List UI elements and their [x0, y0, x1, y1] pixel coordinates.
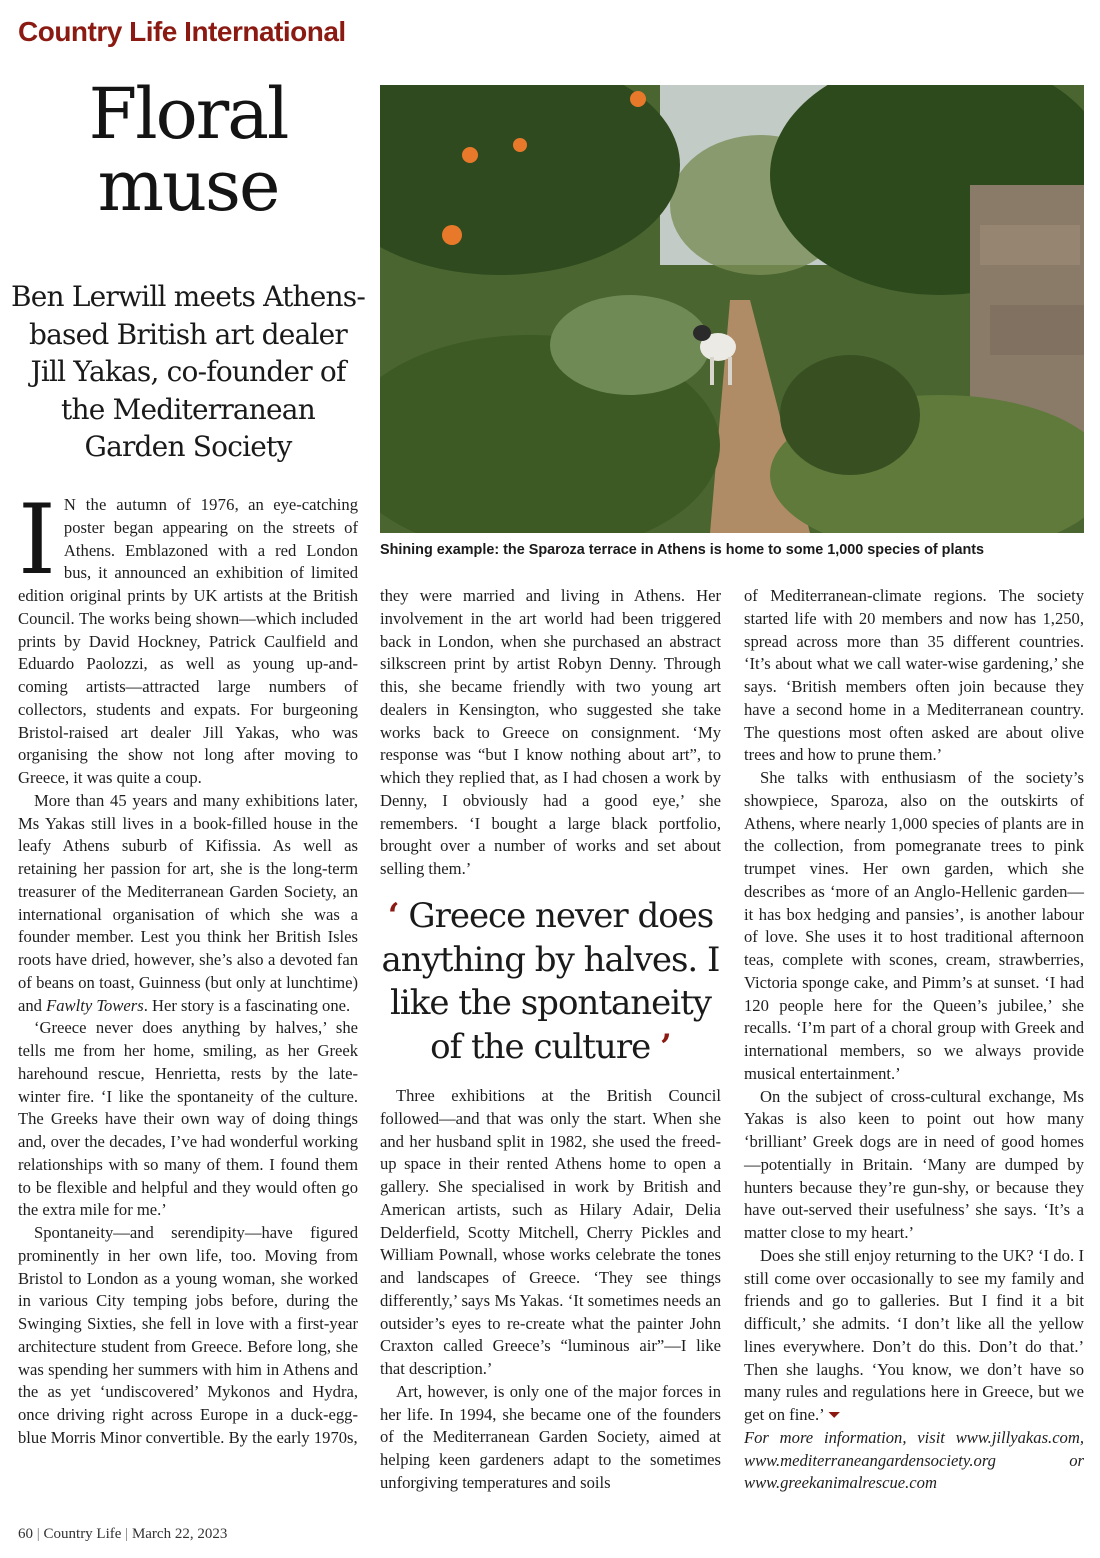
paragraph-2-italic: Fawlty Towers: [46, 995, 144, 1015]
quote-close-mark: ’: [660, 1026, 671, 1067]
issue-date: March 22, 2023: [131, 1526, 228, 1542]
drop-cap: I: [18, 484, 56, 596]
headline-line-1: Floral: [88, 73, 288, 155]
end-mark-icon: ⏷: [827, 1405, 841, 1424]
article-column-2-top: [380, 585, 721, 881]
photo-caption: Shining example: the Sparoza terrace in Athens is home to some 1,000 species of plants: [380, 542, 985, 558]
paragraph-11: [744, 1245, 1084, 1427]
pull-quote-text: Greece never does anything by halves. I like the spontaneity of the culture: [381, 896, 720, 1067]
paragraph-2-text-a: More than 45 years and many exhibitions later, Ms Yakas still lives in a book-filled house in the leafy Athens suburb of Kifissia. As well as retaining her passion for art, she is the long-term treasurer of the Mediterranean Garden Society, an international organisation of which she was a founder member. Lest you think her British Isles roots have dried, however, she’s also a devoted fan of beans on toast, Guinness (but only at lunchtime) and: [18, 790, 358, 1015]
opening-caps: N the autumn of 1976: [63, 495, 235, 514]
page-number: 60: [18, 1526, 33, 1542]
paragraph-7: Art, however, is only one of the major forces in her life. In 1994, she became one of the founders of the Mediterranean Garden Society, aimed at helping keen gardeners adapt to the sometimes unforgiving temperatures and soils: [380, 1381, 721, 1492]
paragraph-2-text-b: . Her story is a fascinating one.: [143, 995, 351, 1015]
quote-open-mark: ‘: [387, 896, 399, 936]
magazine-name: Country Life: [43, 1526, 122, 1542]
page-folio: 60 | Country Life | March 22, 2023: [18, 1526, 228, 1542]
paragraph-3: ‘Greece never does anything by halves,’ she tells me from her home, smiling, as her Greek harehound rescue, Henrietta, rests by the late-winter fire. ‘I like the spontaneity of the culture. The Greeks have their own way of doing things and, over the decades, I’ve had wonderful working relationships with so many of them. I found them to be flexible and helpful and they would often go the extra mile for me.’: [18, 1018, 358, 1220]
section-header: Country Life International: [18, 16, 346, 47]
article-column-1: [18, 484, 358, 1450]
paragraph-1-text: , an eye-catching poster began appearing on the streets of Athens. Emblazoned with a red London bus, it announced an exhibition of limited edition original prints by UK artists at the British Council. The works being shown—which included prints by David Hockney, Patrick Caulfield and Eduardo Paolozzi, as well as young up-and-coming artists—attracted large numbers of collectors, students and expats. For burgeoning Bristol-raised art dealer Jill Yakas, who was organising the show not long after moving to Greece, it was quite a coup.: [18, 495, 358, 787]
more-info-credit: For more information, visit www.jillyakas.com, www.mediterraneangardensociety.org or www.greekanimalrescue.com: [744, 1427, 1084, 1493]
paragraph-4: Spontaneity—and serendipity—have figured prominently in her own life, too. Moving from Bristol to London as a young woman, she worked in various City temping jobs before, during the Swinging Sixties, she fell in love with a first-year architecture student from Greece. Before long, she was spending her summers with him in Athens and the as yet ‘undiscovered’ Mykonos and Hydra, once driving right across Europe in a duck-egg-blue Morris Minor convertible. By the early 1970s,: [18, 1223, 358, 1447]
standfirst: [10, 278, 366, 466]
paragraph-11-text: Does she still enjoy returning to the UK? ‘I do. I still come over occasionally to see my family and friends and go to galleries. But I find it a bit difficult,’ she admits. ‘I don’t like all the yellow lines everywhere. Don’t do this. Don’t do that.’ Then she laughs. ‘You know, we don’t have so many rules and regulations here in Greece, but we get on fine.’: [744, 1245, 1084, 1424]
pull-quote: [380, 895, 721, 1069]
paragraph-9: She talks with enthusiasm of the society’s showpiece, Sparoza, also on the outskirts of Athens, where nearly 1,000 species of plants are in the collection, from pomegranate trees to pink trumpet vines. Her own garden, which she describes as ‘more of an Anglo-Hellenic garden—it has box hedging and pansies’, is another labour of love. She uses it to host traditional afternoon teas, complete with scones, cream, strawberries, Victoria sponge cake, and Pimm’s at sunset. ‘I had 120 people here for the Queen’s jubilee,’ she recalls. ‘I’m part of a choral group with Greek and international members, so we always provide musical entertainment.’: [744, 768, 1084, 1083]
headline-line-2: muse: [97, 145, 279, 227]
article-column-3: [744, 585, 1084, 1495]
paragraph-8: of Mediterranean-climate regions. The society started life with 20 members and now has 1,250, spread across more than 35 different countries. ‘It’s about what we call water-wise gardening,’ she says. ‘British members often join because they have a second home in a Mediterranean country. The questions most often asked are about olive trees and how to prune them.’: [744, 586, 1084, 765]
paragraph-2: [18, 790, 358, 1018]
headline: [18, 73, 358, 227]
garden-photo: [380, 85, 1084, 533]
paragraph-5: they were married and living in Athens. Her involvement in the art world had been triggered back in London, when she purchased an abstract silkscreen print by artist Robyn Denny. Through this, she became friendly with two young art dealers in Kensington, who suggested she take works back to Greece on consignment. ‘My response was “but I know nothing about art”, to which they replied that, as I had chosen a work by Denny, I obviously had a good eye,’ she remembers. ‘I bought a large black portfolio, brought over a number of works and set about selling them.’: [380, 586, 721, 878]
paragraph-1: [18, 484, 358, 790]
standfirst-text: meets Athens-based British art dealer Jill Yakas, co-founder of the Mediterranean Garden Society: [29, 280, 366, 463]
author-name: Ben Lerwill: [10, 280, 166, 313]
paragraph-10: On the subject of cross-cultural exchange, Ms Yakas is also keen to point out how many ‘brilliant’ Greek dogs are in need of good homes —potentially in Britain. ‘Many are dumped by hunters because they’re gun-shy, or because they have out-served their usefulness’ she says. ‘It’s a matter close to my heart.’: [744, 1086, 1084, 1242]
article-column-2-bottom: [380, 1085, 721, 1495]
garden-photo-illustration: [380, 85, 1084, 533]
paragraph-6: Three exhibitions at the British Council followed—and that was only the start. When she and her husband split in 1982, she used the freed-up space in their rented Athens home to open a gallery. She specialised in work by British and American artists, such as Hilary Adair, Delia Delderfield, Scotty Mitchell, Cherry Pickles and William Pownall, whose works celebrate the tones and landscapes of Greece. ‘They see things differently,’ says Ms Yakas. ‘It sometimes needs an outsider’s eyes to re-create what the painter John Craxton called Greece’s “luminous air”—I like that description.’: [380, 1086, 721, 1378]
